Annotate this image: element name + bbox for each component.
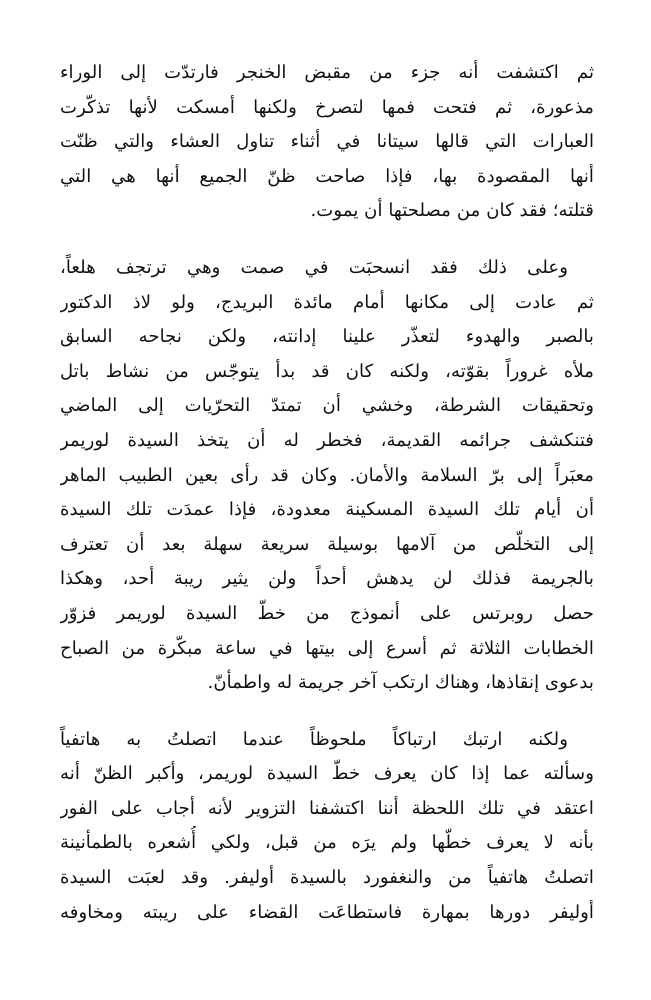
text-line: أن أيام تلك السيدة المسكينة معدودة، فإذا عمدَت تلك السيدة <box>60 499 594 521</box>
paragraph-3 <box>60 723 594 931</box>
text-line: وتحقيقات الشرطة، وخشي أن تمتدّ التحرّيات إلى الماضي <box>60 395 594 417</box>
text-line: معبَراً إلى برّ السلامة والأمان. وكان قد رأى بعين الطبيب الماهر <box>60 464 594 486</box>
paragraph-1 <box>60 56 594 229</box>
text-line: أنها المقصودة بها، فإذا صاحت ظنّ الجميع أنها هي التي <box>60 165 594 187</box>
text-line: ولكنه ارتبك ارتباكاً ملحوظاً عندما اتصلتُ به هاتفياً <box>60 728 568 750</box>
text-line: وسألته عما إذا كان يعرف خطّ السيدة لوريمر، وأكبر الظنّ أنه <box>60 763 594 785</box>
text-line: فتنكشف جرائمه القديمة، فخطر له أن يتخذ السيدة لوريمر <box>60 429 594 451</box>
text-line: مذعورة، ثم فتحت فمها لتصرخ ولكنها أمسكت لأنها تذكّرت <box>60 96 594 118</box>
text-line: قتلته؛ فقد كان من مصلحتها أن يموت. <box>310 200 594 222</box>
text-line: اعتقد في تلك اللحظة أننا اكتشفنا التزوير لأنه أجاب على الفور <box>60 797 594 819</box>
text-line: العبارات التي قالها سيتانا في أثناء تناول العشاء والتي ظنّت <box>60 131 594 153</box>
text-line: بأنه لا يعرف خطّها ولم يرَه من قبل، ولكي أُشعره بالطمأنينة <box>60 832 594 854</box>
text-line: ثم اكتشفت أنه جزء من مقبض الخنجر فارتدّت إلى الوراء <box>60 62 594 83</box>
text-line: الخطابات الثلاثة ثم أسرع إلى بيتها في ساعة مبكّرة من الصباح <box>60 637 594 659</box>
text-line: ثم عادت إلى مكانها أمام مائدة البريدج، ولو لاذ الدكتور <box>60 291 594 313</box>
text-line: بالصبر والهدوء لتعذّر علينا إدانته، ولكن نجاحه السابق <box>60 326 594 348</box>
paragraph-2 <box>60 251 594 701</box>
text-line: وعلى ذلك فقد انسحبَت في صمت وهي ترتجف هلعاً، <box>60 256 568 278</box>
text-line: ملأه غروراً بقوّته، ولكنه كان قد بدأ يتوجّس من نشاط باتل <box>60 360 594 382</box>
text-line: أوليفر دورها بمهارة فاستطاعَت القضاء على ريبته ومخاوفه <box>60 901 594 923</box>
text-line: بدعوى إنقاذها، وهناك ارتكب آخر جريمة له واطمأنّ. <box>207 672 594 694</box>
text-line: إلى التخلّص من آلامها بوسيلة سريعة سهلة بعد أن تعترف <box>60 533 594 555</box>
text-line: حصل روبرتس على أنموذج من خطّ السيدة لوريمر فزوّر <box>60 602 594 624</box>
text-line: بالجريمة فذلك لن يدهش أحداً ولن يثير ريبة أحد، وهكذا <box>60 568 594 590</box>
text-line: اتصلتُ هاتفياً من والنغفورد بالسيدة أوليفر. وقد لعبَت السيدة <box>60 867 594 889</box>
book-page <box>60 56 594 952</box>
